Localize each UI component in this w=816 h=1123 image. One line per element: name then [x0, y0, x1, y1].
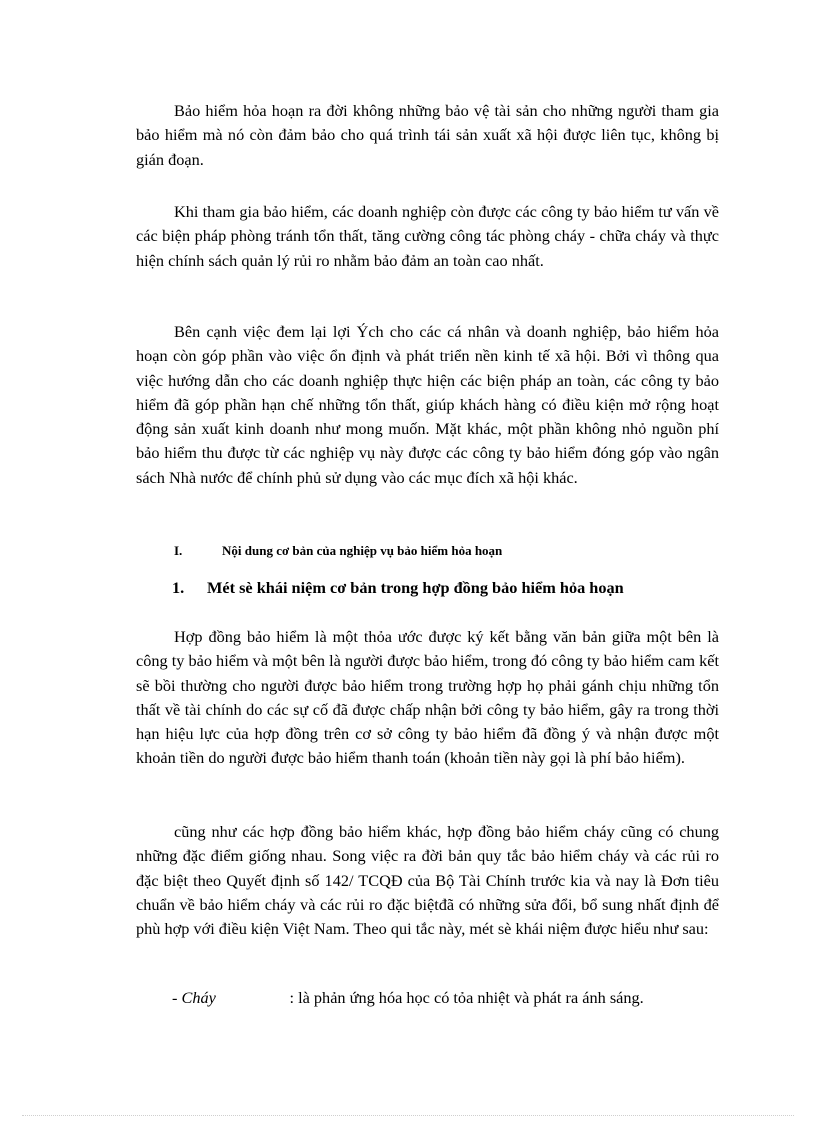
subsection-number: 1. — [172, 578, 185, 597]
definition-bullet: - — [172, 988, 182, 1007]
page-footer-divider — [22, 1115, 794, 1116]
subsection-heading-1 — [172, 578, 624, 598]
subsection-title: Mét sè khái niệm cơ bản trong hợp đồng bảo hiểm hỏa hoạn — [207, 578, 624, 597]
section-title: Nội dung cơ bản của nghiệp vụ bảo hiểm hỏa hoạn — [222, 543, 503, 558]
section-number: I. — [174, 543, 183, 558]
paragraph-fire-insurance-benefits: Bảo hiểm hỏa hoạn ra đời không những bảo vệ tài sản cho những người tham gia bảo hiểm mà nó còn đảm bảo cho quá trình tái sản xuất xã hội được liên tục, không bị gián đoạn. — [136, 101, 719, 169]
definition-item-chay — [172, 988, 644, 1008]
paragraph-economic-contribution: Bên cạnh việc đem lại lợi Ých cho các cá nhân và doanh nghiệp, bảo hiểm hỏa hoạn còn góp phần vào việc ổn định và phát triển nền kinh tế xã hội. Bởi vì thông qua việc hướng dẫn cho các doanh nghiệp thực hiện các biện pháp an toàn, các công ty bảo hiểm đã góp phần hạn chế những tổn thất, giúp khách hàng có điều kiện mở rộng hoạt động sản xuất kinh doanh như mong muốn. Mặt khác, một phần không nhỏ nguồn phí bảo hiểm thu được từ các nghiệp vụ này được các công ty bảo hiểm đóng góp vào ngân sách Nhà nước để chính phủ sử dụng vào các mục đích xã hội khác. — [136, 322, 719, 487]
section-heading-I — [174, 543, 502, 559]
definition-term: Cháy — [181, 988, 216, 1007]
paragraph-contract-rules: cũng như các hợp đồng bảo hiểm khác, hợp đồng bảo hiểm cháy cũng có chung những đặc điểm giống nhau. Song việc ra đời bản quy tắc bảo hiểm cháy và các rủi ro đặc biệt theo Quyết định số 142/ TCQĐ của Bộ Tài Chính trước kia và nay là Đơn tiêu chuẩn về bảo hiểm cháy và các rủi ro đặc biệtđã có những sửa đổi, bổ sung nhất định để phù hợp với điều kiện Việt Nam. Theo qui tắc này, mét sè khái niệm được hiểu như sau: — [136, 822, 719, 939]
definition-text: : là phản ứng hóa học có tỏa nhiệt và phát ra ánh sáng. — [289, 988, 644, 1007]
paragraph-contract-definition: Hợp đồng bảo hiểm là một thỏa ước được ký kết bằng văn bản giữa một bên là công ty bảo hiểm và một bên là người được bảo hiểm, trong đó công ty bảo hiểm cam kết sẽ bồi thường cho người được bảo hiểm trong trường hợp họ phải gánh chịu những tổn thất về tài chính do các sự cố đã được chấp nhận bởi công ty bảo hiểm, gây ra trong thời hạn hiệu lực của hợp đồng trên cơ sở công ty bảo hiểm đã đồng ý và nhận được một khoản tiền do người được bảo hiểm thanh toán (khoản tiền này gọi là phí bảo hiểm). — [136, 627, 719, 768]
paragraph-consulting-services: Khi tham gia bảo hiểm, các doanh nghiệp còn được các công ty bảo hiểm tư vấn về các biện pháp phòng tránh tổn thất, tăng cường công tác phòng cháy - chữa cháy và thực hiện chính sách quản lý rủi ro nhằm bảo đảm an toàn cao nhất. — [136, 202, 719, 270]
